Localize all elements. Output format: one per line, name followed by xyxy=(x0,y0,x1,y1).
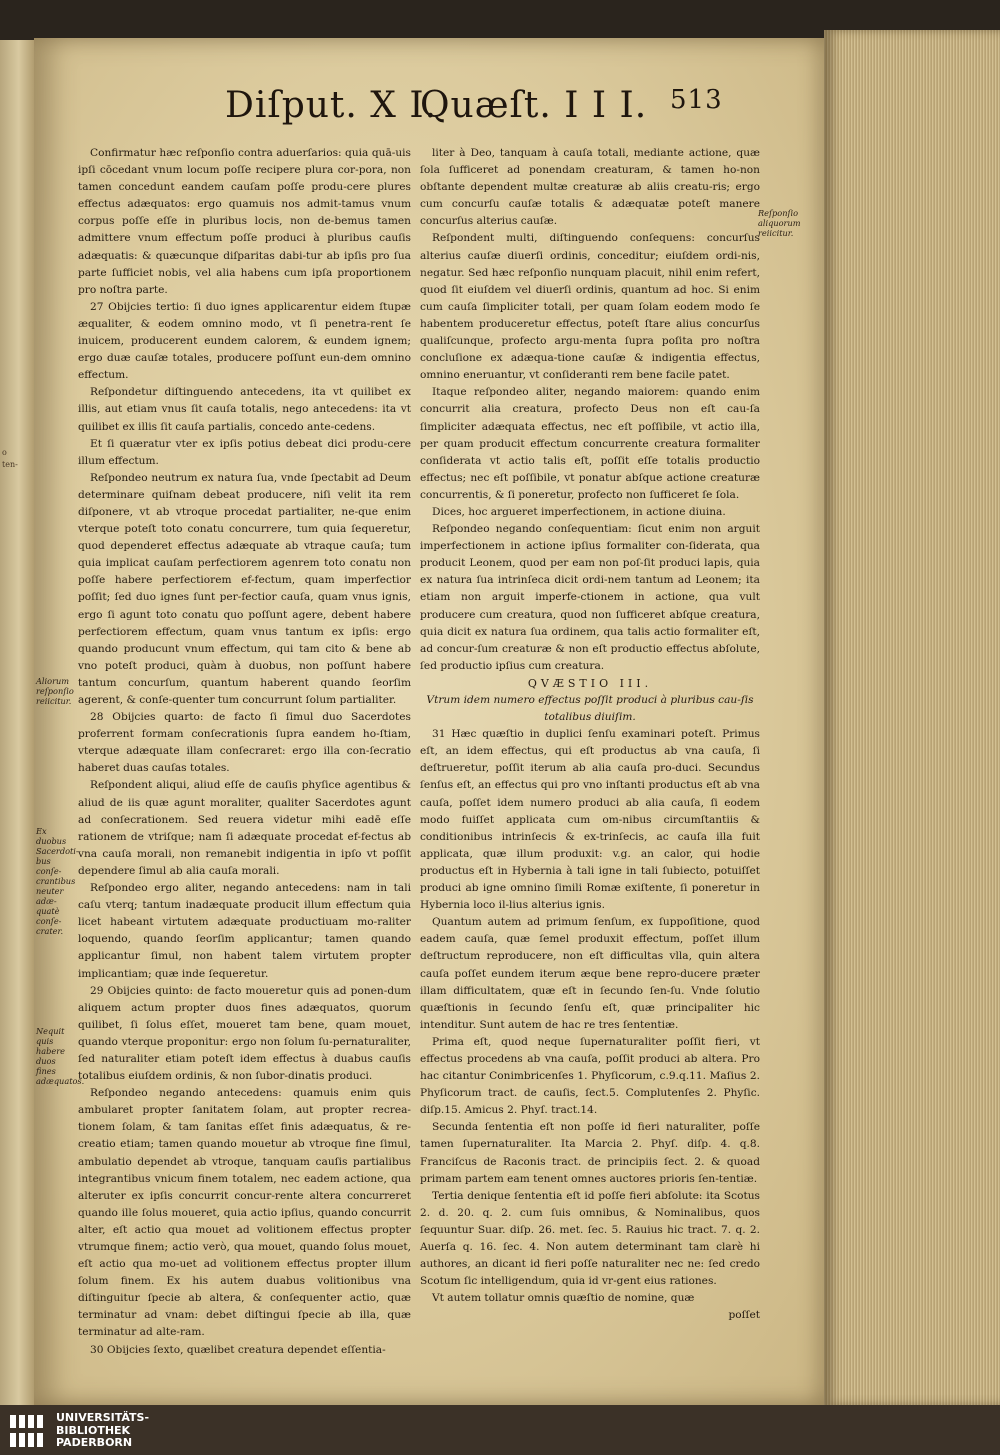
paragraph: Tertia denique ſententia eſt id poſſe fieri abſolute: ita Scotus 2. d. 20. q. 2. cum ſuis omnibus, & Nominalibus, quos ſequuntur Suar. diſp. 26. met. ſec. 5. Rauius hic tract. 7. q. 2. Auerſa q. 16. ſec. 4. Non autem determinant tam clarè hi authores, an dicant id fieri poſſe naturaliter nec ne: ſed credo Scotum ſic intelligendum, quia id vr-gent eius rationes. xyxy=(420,1189,760,1288)
marginal-note: Reſponſio aliquorum reiicitur. xyxy=(758,208,801,238)
paragraph: 30 Obijcies ſexto, quælibet creatura dependet eſſentia- xyxy=(90,1343,386,1356)
library-footer xyxy=(0,1405,1000,1455)
paragraph: Confirmatur hæc reſponſio contra aduerſarios: quia quā-uis ipſi cōcedant vnum locum poſſe recipere plura cor-pora, non tamen concedunt eandem cauſam poſſe produ-cere plures effectus adæquatos: ergo quamuis nos admit-tamus vnum corpus poſſe eſſe in pluribus locis, non de-bemus tamen admittere vnum effectum poſſe produci à pluribus cauſis adæquatis: & quæcunque diſparitas dabi-tur ab ipſis pro ſua parte ſufficiet nobis, vel alia habens cum ipſa proportionem pro noſtra parte. xyxy=(78,147,411,296)
paragraph: Reſpondeo negando conſequentiam: ſicut enim non arguit imperfectionem in actione ipſius formaliter con-ſiderata, qua producit Leonem, quod per eam non poſ-ſit produci lapis, quia ex natura ſua intrinſeca dicit ordi-nem tantum ad Leonem; ita etiam non arguit imperfe-ctionem in actione, qua vult producere cum creatura, quod non ſufficeret abſque creatura, quia dicit ex natura ſua ordinem, qua talis actio formaliter eſt, ad concur-ſum creaturæ & non eſt productio effectus abſolute, ſed productio ipſius cum creatura. xyxy=(420,523,760,672)
paragraph: Reſpondent multi, diſtinguendo conſequens: concurſus alterius cauſæ diuerſi ordinis, conceditur; eiuſdem ordi-nis, negatur. Sed hæc reſponſio nunquam placuit, nihil enim refert, quod ſit eiuſdem vel diuerſi ordinis, quantum ad hoc. Si enim cum cauſa ſimpliciter totali, per quam ſolam eodem modo ſe habentem produceretur effectus, poteſt ſtare alius concurſus qualiſcunque, profecto argu-menta ſupra poſita pro noſtra concluſione ex adæqua-tione cauſæ & indigentia effectus, omnino eneruantur, vt conſideranti rem bene facile patet. xyxy=(420,232,760,382)
book-fore-edge xyxy=(824,30,1000,1405)
paragraph: Quantum autem ad primum ſenſum, ex ſuppoſitione, quod eadem cauſa, quæ ſemel produxit effectum, poſſet illum deſtructum reproducere, non eſt difficultas vlla, quin altera cauſa poſſet eundem iterum æque bene repro-ducere præter illam difficultatem, quæ eſt in ſecundo ſen-ſu. Vnde ſolutio quæſtionis in ſecundo ſenſu eſt, quæ principaliter hic intenditur. Sunt autem de hac re tres ſententiæ. xyxy=(420,916,760,1031)
paragraph: Secunda ſententia eſt non poſſe id fieri naturaliter, poſſe tamen ſupernaturaliter. Ita Marcia 2. Phyſ. diſp. 4. q.8. Franciſcus de Raconis tract. de principiis ſect. 2. & quoad primam partem eam tenent omnes auctores prioris ſen-tentiæ. xyxy=(420,1121,760,1185)
paragraph: 27 Obijcies tertio: ſi duo ignes applicarentur eidem ſtupæ æqualiter, & eodem omnino modo, vt ſi penetra-rent ſe inuicem, producerent eundem calorem, & eundem ignem; ergo duæ cauſæ totales, producere poſſunt eun-dem omnino effectum. xyxy=(78,300,411,382)
paragraph: Reſpondent aliqui, aliud eſſe de cauſis phyſice agentibus & aliud de iis quæ agunt moraliter, qualiter Sacerdotes agunt ad conſecrationem. Sed reuera videtur mihi eadē eſſe rationem de vtriſque; nam ſi adæquate procedat ef-fectus ab vna cauſa morali, non remanebit indigentia in ipſo vt poſſit dependere ſimul ab alia cauſa morali. xyxy=(78,779,411,877)
catchword: poſſet xyxy=(728,1309,760,1322)
paragraph: Reſpondeo ergo aliter, negando antecedens: nam in tali caſu vterq; tantum inadæquate producit illum effectum quia licet habeant virtutem adæquate productiuam mo-raliter loquendo, quando ſeorſim applicantur; tamen quando applicantur ſimul, non habent talem virtutem propter implicantiam; quæ inde ſequeretur. xyxy=(78,882,411,980)
paragraph: liter à Deo, tanquam à cauſa totali, mediante actione, quæ ſola ſufficeret ad ponendam creaturam, & tamen ho-non obſtante dependent multæ creaturæ ab aliis creatu-ris; ergo cum concurſu cauſæ totalis & adæquatæ poteſt manere concurſus alterius cauſæ. xyxy=(420,147,760,228)
library-name-line: UNIVERSITÄTS- xyxy=(56,1411,150,1424)
page-number: 513 xyxy=(670,85,723,115)
text-column-right xyxy=(420,145,760,1324)
paragraph: Et ſi quæratur vter ex ipſis potius debeat dici produ-cere illum effectum. xyxy=(78,437,411,467)
paragraph: Reſpondetur diſtinguendo antecedens, ita vt quilibet ex illis, aut etiam vnus ſit cauſa totalis, nego antecedens: ita vt quilibet ex illis ſit cauſa partialis, concedo ante-cedens. xyxy=(78,386,411,433)
marginal-note: Nequit quis habere duos fines adæquatos. xyxy=(36,1026,85,1086)
library-name-line: PADERBORN xyxy=(56,1436,133,1449)
paragraph: Vt autem tollatur omnis quæſtio de nomine, quæ xyxy=(432,1292,695,1305)
paragraph: Prima eſt, quod neque ſupernaturaliter poſſit fieri, vt effectus procedens ab vna cauſa, poſſit produci ab altera. Pro hac citantur Conimbricenſes 1. Phyſicorum, c.9.q.11. Maſius 2. Phyſicorum tract. de cauſis, ſect.5. Complutenſes 2. Phyſic. diſp.15. Amicus 2. Phyſ. tract.14. xyxy=(420,1035,760,1117)
paragraph: Reſpondeo neutrum ex natura ſua, vnde ſpectabit ad Deum determinare quiſnam debeat producere, niſi velit ita rem diſponere, vt ab vtroque procedat partialiter, ne-que enim vterque poteſt toto conatu concurrere, tum quia ſequeretur, quod dependeret effectus adæquate ab vtraque cauſa; tum quia implicat cauſam perfectiorem agenrem toto conatu non poſſe habere perfectiorem ef-fectum, quam imperfectior poſſit; ſed duo ignes ſunt per-fectior cauſa, quam vnus ignis, ergo ſi agunt toto conatu quo poſſunt agere, debent habere perfectiorem effectum, quam vnus tantum ex ipſis: ergo quando producunt vnum effectum, qui tam cito & bene ab vno poteſt produci, quàm à duobus, non poſſunt habere tantum concurſum, quantum haberent quando ſeorſim agerent, & conſe-quenter tum concurrunt ſolum partialiter. xyxy=(78,471,411,706)
facing-page-fragment: ten- xyxy=(2,460,18,469)
marginal-note: Aliorum reſponſio reiicitur. xyxy=(36,676,74,706)
library-name xyxy=(56,1412,149,1450)
paragraph: Itaque reſpondeo aliter, negando maiorem: quando enim concurrit alia creatura, profecto Deus non eſt cau-ſa ſimpliciter adæquata effectus, nec eſt poſſibile, vt actio illa, per quam producit effectum concurrente creatura formaliter conſiderata vt actio talis eſt, poſſit eſſe totalis productio effectus; nec eſt poſſibile, vt ponatur abſque actione creaturæ concurrentis, & ſi poneretur, profecto non ſufficeret ſe ſola. xyxy=(420,386,760,501)
marginal-note: Ex duobus Sacerdoti-bus conſe-crantibus neuter adæ-quatè conſe-crater. xyxy=(36,826,79,936)
text-column-left xyxy=(78,145,411,1359)
question-heading: QVÆSTIO III. xyxy=(527,676,653,690)
paragraph: Reſpondeo negando antecedens: quamuis enim quis ambularet propter ſanitatem ſolam, aut propter recrea-tionem ſolam, & tam ſanitas eſſet finis adæquatus, & re-creatio etiam; tamen quando mouetur ab vtroque fine ſimul, ambulatio dependet ab vtroque, tanquam cauſis partialibus integrantibus vnicum finem totalem, nec eadem actione, qua alteruter ex ipſis concurrit concur-rente altera concurreret quando ille ſolus moueret, quia actio ipſius, quando concurrit alter, eſt actio qua mouet ad volitionem effectus propter vtrumque finem; actio verò, qua mouet, quando ſolus mouet, eſt actio qua mo-uet ad volitionem effectus propter illum ſolum finem. Ex his autem duabus volitionibus vna diſtinguitur ſpecie ab altera, & conſequenter actio, quæ terminatur ad vnam: debet diſtingui ſpecie ab illa, quæ terminatur ad alte-ram. xyxy=(78,1087,411,1339)
paragraph: 28 Obijcies quarto: de facto ſi ſimul duo Sacerdotes proferrent formam conſecrationis ſupra eandem ho-ſtiam, vterque adæquate illam conſecraret: ergo illa con-ſecratio haberet duas cauſas totales. xyxy=(78,711,411,775)
paragraph: 29 Obijcies quinto: de facto moueretur quis ad ponen-dum aliquem actum propter duos fines adæquatos, quorum quilibet, ſi ſolus eſſet, moueret tam bene, quam mouet, quando vterque proponitur: ergo non ſolum ſu-pernaturaliter, ſed naturaliter etiam poteſt idem effectus à duabus cauſis totalibus eiuſdem ordinis, & non ſubor-dinatis produci. xyxy=(78,984,411,1083)
library-name-line: BIBLIOTHEK xyxy=(56,1423,131,1437)
header-disputatio: Diſput. X I. xyxy=(225,85,438,126)
running-header xyxy=(225,85,785,135)
paragraph: Dices, hoc argueret imperfectionem, in actione diuina. xyxy=(432,505,726,518)
facing-page-edge xyxy=(0,40,34,1405)
library-logo-icon xyxy=(8,1413,48,1449)
question-title: Vtrum idem numero effectus poſſit produci à pluribus cau-ſis totalibus diuiſim. xyxy=(426,694,754,724)
paragraph: 31 Hæc quæſtio in duplici ſenſu examinari poteſt. Primus eſt, an idem effectus, qui eſt productus ab vna cauſa, ſi deſtrueretur, poſſit iterum ab alia cauſa pro-duci. Secundus ſenſus eſt, an effectus qui pro vno inſtanti productus eſt ab vna cauſa, poſſet idem numero produci ab alia cauſa, ſi eodem modo fuiſſet applicata cum om-nibus circumſtantiis & conditionibus intrinſecis & ex-trinſecis, ac cauſa illa fuit applicata, quæ illum produxit: v.g. an calor, qui hodie productus eſt in Hybernia à tali igne in tali ſubiecto, potuiſſet produci ab igne omnino ſimili Romæ exiſtente, ſi poneretur in Hybernia loco il-lius alterius ignis. xyxy=(420,728,760,912)
facing-page-fragment: o xyxy=(2,448,7,457)
header-quaestio: Quæſt. I I I. xyxy=(420,85,648,126)
